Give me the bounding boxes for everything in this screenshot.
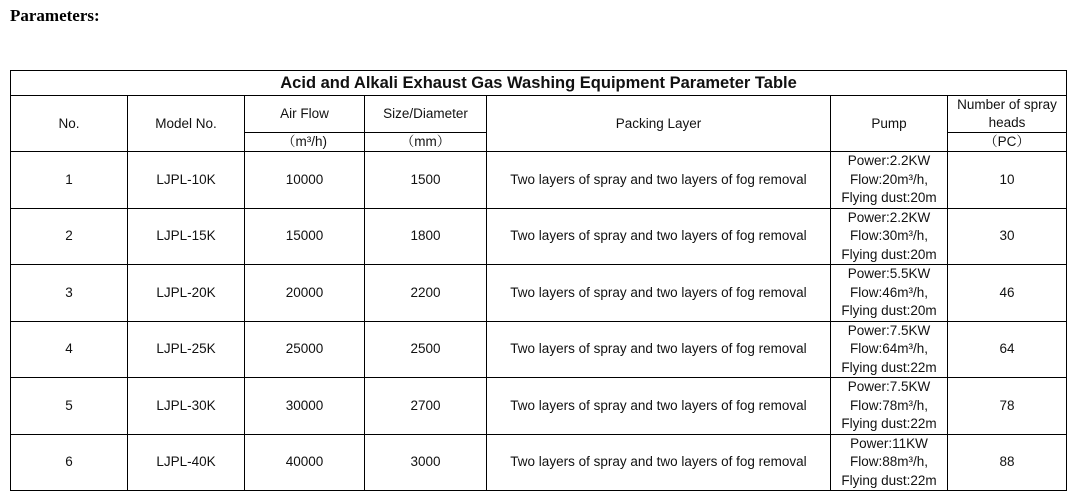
cell-size: 2500 xyxy=(365,321,487,378)
page-heading: Parameters: xyxy=(10,6,100,25)
cell-packing: Two layers of spray and two layers of fog removal xyxy=(487,208,831,265)
cell-no: 1 xyxy=(11,152,128,209)
cell-size: 1800 xyxy=(365,208,487,265)
cell-no: 3 xyxy=(11,265,128,322)
pump-power: Power:11KW xyxy=(850,435,928,451)
cell-pump xyxy=(831,152,948,209)
pump-flow: Flow:30m³/h, xyxy=(849,228,929,243)
cell-air-flow: 20000 xyxy=(245,265,365,322)
table-title: Acid and Alkali Exhaust Gas Washing Equipment Parameter Table xyxy=(11,71,1067,96)
cell-no: 4 xyxy=(11,321,128,378)
cell-spray-heads: 64 xyxy=(948,321,1067,378)
header-model: Model No. xyxy=(128,96,245,152)
pump-flying-dust: Flying dust:20m xyxy=(841,190,937,205)
table-row xyxy=(11,434,1067,491)
header-air-flow: Air Flow xyxy=(245,96,365,133)
table-row xyxy=(11,208,1067,265)
cell-spray-heads: 46 xyxy=(948,265,1067,322)
header-packing: Packing Layer xyxy=(487,96,831,152)
cell-packing: Two layers of spray and two layers of fog removal xyxy=(487,378,831,435)
pump-flow: Flow:64m³/h, xyxy=(849,341,929,356)
cell-model: LJPL-30K xyxy=(128,378,245,435)
cell-air-flow: 25000 xyxy=(245,321,365,378)
cell-spray-heads: 88 xyxy=(948,434,1067,491)
pump-flow: Flow:88m³/h, xyxy=(849,454,929,469)
cell-no: 5 xyxy=(11,378,128,435)
unit-air-flow: （m³/h) xyxy=(245,133,365,152)
pump-power: Power:7.5KW xyxy=(847,379,931,394)
cell-no: 6 xyxy=(11,434,128,491)
table-row xyxy=(11,265,1067,322)
cell-pump xyxy=(831,208,948,265)
cell-model: LJPL-40K xyxy=(128,434,245,491)
pump-flying-dust: Flying dust:20m xyxy=(841,303,937,318)
header-spray-line2: heads xyxy=(988,115,1026,130)
header-spray-line1: Number of spray xyxy=(957,97,1057,112)
table-row xyxy=(11,152,1067,209)
unit-size: （mm） xyxy=(365,133,487,152)
pump-flow: Flow:20m³/h, xyxy=(849,171,929,187)
cell-pump xyxy=(831,321,948,378)
cell-air-flow: 10000 xyxy=(245,152,365,209)
pump-power: Power:5.5KW xyxy=(847,266,931,281)
cell-model: LJPL-10K xyxy=(128,152,245,209)
table-row xyxy=(11,321,1067,378)
cell-no: 2 xyxy=(11,208,128,265)
cell-spray-heads: 10 xyxy=(948,152,1067,209)
unit-spray: （PC） xyxy=(948,133,1067,152)
table-row xyxy=(11,378,1067,435)
header-row xyxy=(11,96,1067,133)
cell-pump xyxy=(831,265,948,322)
parameter-table xyxy=(10,70,1067,491)
cell-size: 2700 xyxy=(365,378,487,435)
pump-power: Power:2.2KW xyxy=(847,209,931,225)
cell-pump xyxy=(831,434,948,491)
cell-packing: Two layers of spray and two layers of fog removal xyxy=(487,321,831,378)
header-no: No. xyxy=(11,96,128,152)
cell-air-flow: 40000 xyxy=(245,434,365,491)
header-spray xyxy=(948,96,1067,133)
pump-power: Power:2.2KW xyxy=(847,153,931,168)
pump-flow: Flow:78m³/h, xyxy=(849,397,929,413)
cell-model: LJPL-15K xyxy=(128,208,245,265)
cell-air-flow: 30000 xyxy=(245,378,365,435)
table-title-row xyxy=(11,71,1067,96)
pump-power: Power:7.5KW xyxy=(847,322,931,338)
cell-size: 1500 xyxy=(365,152,487,209)
cell-packing: Two layers of spray and two layers of fog removal xyxy=(487,434,831,491)
cell-model: LJPL-20K xyxy=(128,265,245,322)
cell-model: LJPL-25K xyxy=(128,321,245,378)
cell-packing: Two layers of spray and two layers of fog removal xyxy=(487,152,831,209)
header-pump: Pump xyxy=(831,96,948,152)
cell-pump xyxy=(831,378,948,435)
cell-size: 3000 xyxy=(365,434,487,491)
pump-flying-dust: Flying dust:22m xyxy=(841,472,937,488)
pump-flying-dust: Flying dust:20m xyxy=(841,246,937,262)
pump-flying-dust: Flying dust:22m xyxy=(841,359,937,375)
cell-spray-heads: 30 xyxy=(948,208,1067,265)
cell-size: 2200 xyxy=(365,265,487,322)
pump-flow: Flow:46m³/h, xyxy=(849,284,929,300)
header-size: Size/Diameter xyxy=(365,96,487,133)
pump-flying-dust: Flying dust:22m xyxy=(841,416,937,431)
cell-spray-heads: 78 xyxy=(948,378,1067,435)
cell-air-flow: 15000 xyxy=(245,208,365,265)
cell-packing: Two layers of spray and two layers of fog removal xyxy=(487,265,831,322)
